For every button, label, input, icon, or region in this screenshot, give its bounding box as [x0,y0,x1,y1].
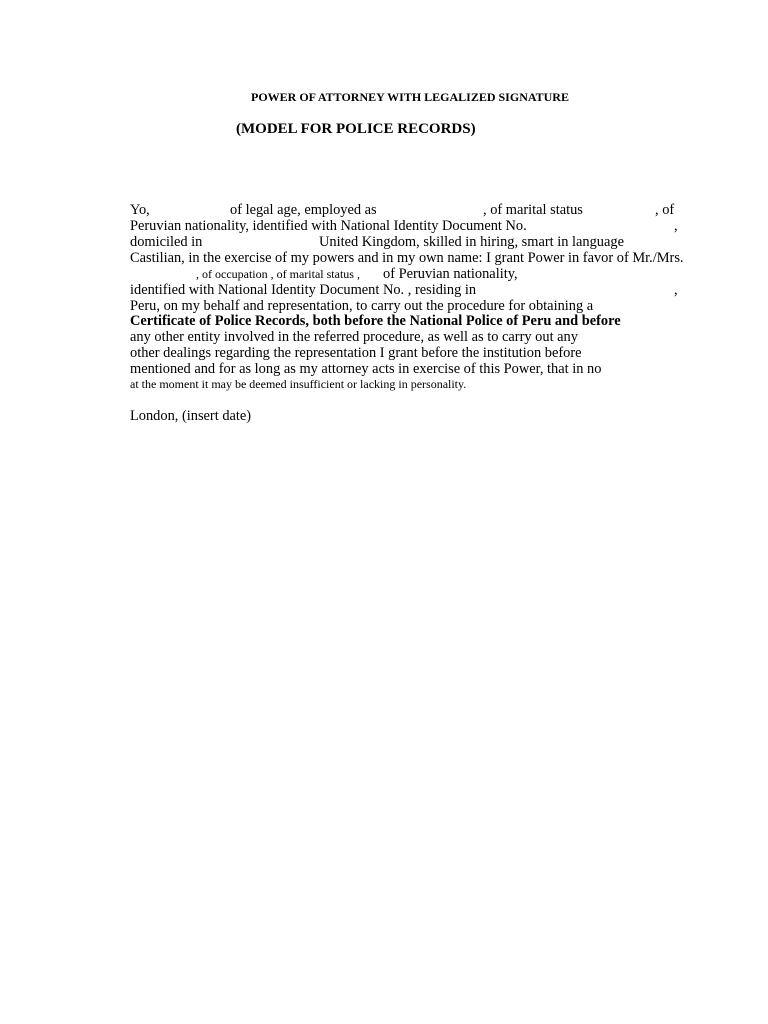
body-line-12 [130,376,678,392]
body-line-11 [130,361,678,377]
document-subtitle: (MODEL FOR POLICE RECORDS) [236,121,476,137]
body-text: , [674,282,678,298]
body-text-bold: Certificate of Police Records, both before the National Police of Peru and before [130,313,621,329]
body-line-1 [130,202,678,218]
document-title: POWER OF ATTORNEY WITH LEGALIZED SIGNATURE [251,90,569,104]
body-text: United Kingdom, skilled in hiring, smart in language [319,234,624,250]
body-text: of Peruvian nationality, [383,266,518,282]
body-text: Peruvian nationality, identified with National Identity Document No. [130,218,527,234]
body-line-6 [130,282,678,298]
body-text: of legal age, employed as [230,202,377,218]
closing-line [130,408,678,424]
body-text: other dealings regarding the representation I grant before the institution before [130,345,582,361]
body-text: Yo, [130,202,150,218]
body-line-4 [130,250,684,266]
body-text: domiciled in [130,234,203,250]
body-line-7 [130,298,678,314]
closing-text: London, (insert date) [130,408,252,424]
body-text: , of marital status [483,202,583,218]
body-text: any other entity involved in the referred procedure, as well as to carry out any [130,329,578,345]
body-text-small: , of occupation , of marital status , [196,267,360,281]
body-line-3 [130,234,678,250]
body-line-5 [130,266,678,282]
body-text: Peru, on my behalf and representation, to carry out the procedure for obtaining a [130,298,594,314]
body-line-9 [130,329,678,345]
body-text: , of [655,202,675,218]
body-line-2 [130,218,678,234]
body-text: , [674,218,678,234]
body-line-8 [130,313,678,329]
body-text: identified with National Identity Document No. , residing in [130,282,477,298]
body-line-10 [130,345,678,361]
body-text: Castilian, in the exercise of my powers and in my own name: I grant Power in favor of Mr./Mrs. [130,250,684,266]
body-text: mentioned and for as long as my attorney acts in exercise of this Power, that in no [130,361,602,377]
body-text-small: at the moment it may be deemed insufficient or lacking in personality. [130,377,467,391]
